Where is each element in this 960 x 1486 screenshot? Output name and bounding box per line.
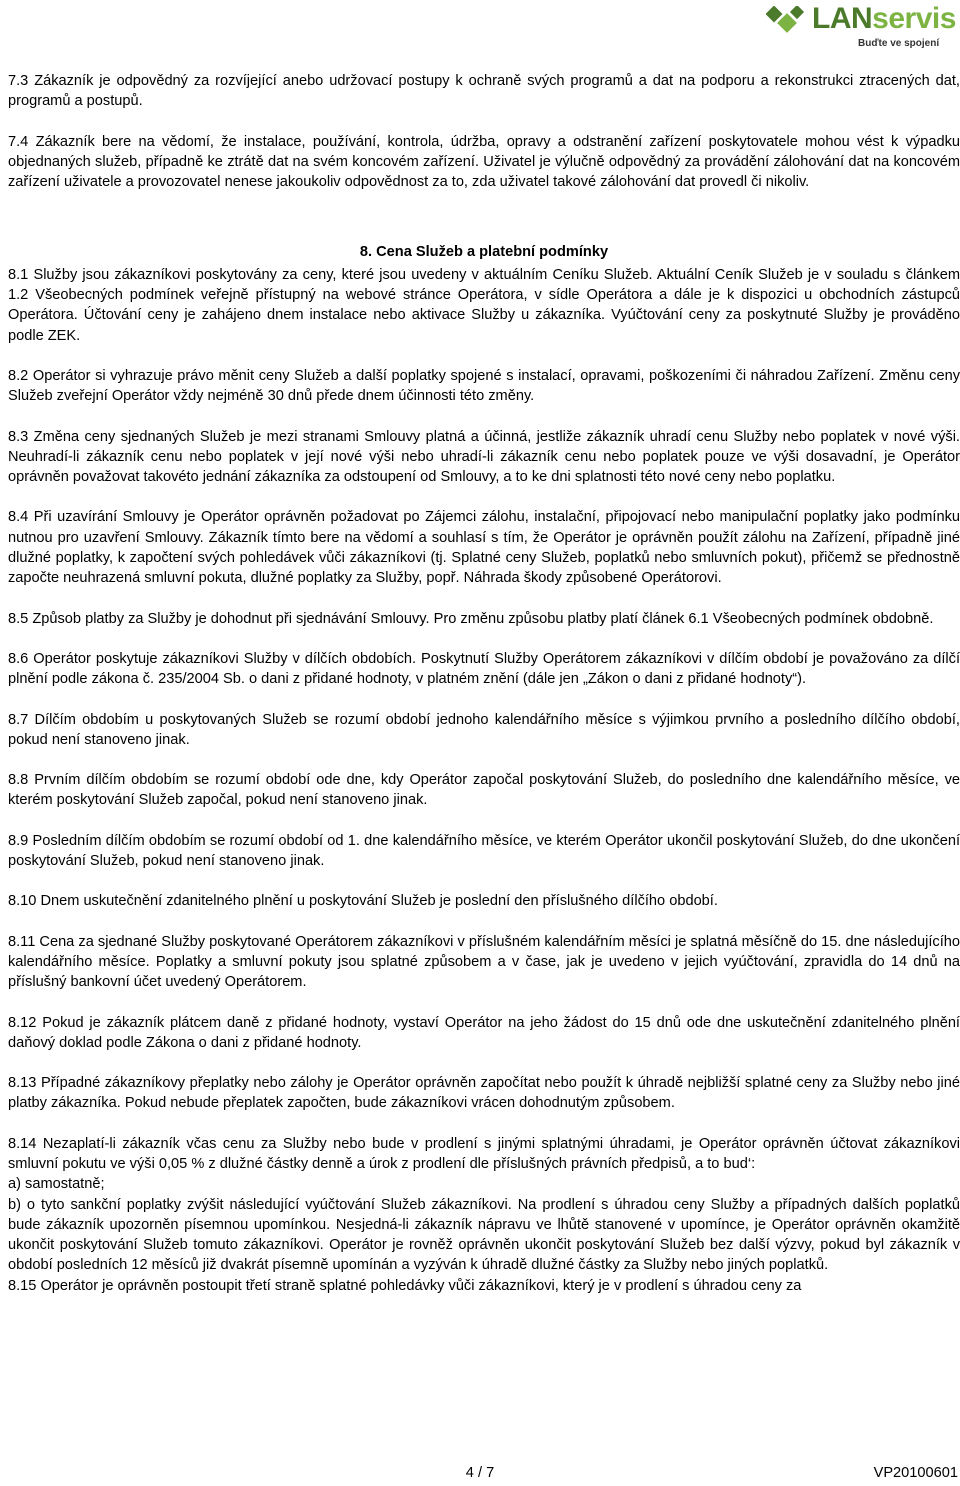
logo-slogan: Buďte ve spojení: [858, 38, 940, 49]
paragraph-7-3: 7.3 Zákazník je odpovědný za rozvíjející anebo udržovací postupy k ochraně svých programů a dat na podporu a rekonstrukci ztracených dat, programů a postupů.: [8, 73, 960, 110]
paragraph-8-2: 8.2 Operátor si vyhrazuje právo měnit ceny Služeb a další poplatky spojené s instalací, opravami, poškozeními či náhradou Zařízení. Změnu ceny Služeb zveřejní Operátor vždy nejméně 30 dnů přede dnem účinnosti této změny.: [8, 367, 960, 405]
paragraph-8-8: 8.8 Prvním dílčím obdobím se rozumí období ode dne, kdy Operátor započal poskytování Služeb, do posledního dne kalendářního měsíce, ve kterém poskytování Služeb započal, pokud není stanoveno jinak.: [8, 772, 960, 809]
logo-wordmark: [812, 2, 956, 36]
paragraph-8-1: 8.1 Služby jsou zákazníkovi poskytovány za ceny, které jsou uvedeny v aktuálním Ceníku Služeb. Aktuální Ceník Služeb je v souladu s článkem 1.2 Všeobecných podmínek veřejně přístupný na webové stránce Operátora, v sídle Operátora a dále je k dispozici u obchodních zástupců Operátora. Účtování ceny je zahájeno dnem instalace nebo aktivace Služby u zákazníka. Vyúčtování ceny za poskytnuté Služby je prováděno podle ZEK.: [8, 266, 960, 344]
paragraph-8-3: 8.3 Změna ceny sjednaných Služeb je mezi stranami Smlouvy platná a účinná, jestliže zákazník uhradí cenu Služby nebo poplatek v nové výši. Neuhradí-li zákazník cenu nebo poplatek v její nové výši nebo uhradí-li zákazník cenu nebo poplatek pouze ve výši dosavadní, je Operátor oprávněn považovat takovéto jednání zákazníka za odstoupení od Smlouvy, a to ke dni splatnosti této nové ceny nebo poplatku.: [8, 428, 960, 486]
document-body: [8, 71, 960, 1296]
paragraph-8-5: 8.5 Způsob platby za Služby je dohodnut při sjednávání Smlouvy. Pro změnu způsobu platby platí článek 6.1 Všeobecných podmínek obdobně.: [8, 610, 934, 627]
paragraph-8-13: 8.13 Případné zákazníkovy přeplatky nebo zálohy je Operátor oprávněn započítat nebo použít k úhradě nejbližší splatné ceny za Služby nebo jiné platby zákazníka. Pokud nebude přeplatek započten, bude zákazníkovi vrácen dohodnutým způsobem.: [8, 1075, 960, 1112]
lanservis-logo: [766, 2, 958, 54]
document-code: VP20100601: [873, 1465, 958, 1481]
paragraph-8-7: 8.7 Dílčím obdobím u poskytovaných Služeb se rozumí období jednoho kalendářního měsíce s výjimkou prvního a posledního dílčího období, pokud není stanoveno jinak.: [8, 711, 960, 748]
paragraph-8-9: 8.9 Posledním dílčím obdobím se rozumí období od 1. dne kalendářního měsíce, ve kterém Operátor ukončil poskytování Služeb, do dne ukončení poskytování Služeb, pokud není stanoveno jinak.: [8, 832, 960, 870]
paragraph-8-14-a: a) samostatně;: [8, 1176, 105, 1193]
paragraph-8-10: 8.10 Dnem uskutečnění zdanitelného plnění u poskytování Služeb je poslední den příslušného dílčího období.: [8, 893, 718, 910]
paragraph-7-4: 7.4 Zákazník bere na vědomí, že instalace, používání, kontrola, údržba, opravy a odstranění zařízení poskytovatele mohou vést k výpadku objednaných služeb, případně ke ztrátě dat na svém koncovém zařízení. Uživatel je výlučně odpovědný za provádění zálohování dat na koncovém zařízení uživatele a provozovatel nenese jakoukoliv odpovědnost za to, zda uživatel takové zálohování dat provedl či nikoliv.: [8, 133, 960, 191]
paragraph-8-4: 8.4 Při uzavírání Smlouvy je Operátor oprávněn požadovat po Zájemci zálohu, instalační, připojovací nebo manipulační poplatky jako podmínku nutnou pro uzavření Smlouvy. Zákazník tímto bere na vědomí a souhlasí s tím, že Operátor je oprávněn použít zálohu na Zařízení, případně jiné dlužné poplatky, k započtení svých pohledávek vůči zákazníkovi (tj. Splatné ceny Služeb, poplatků nebo smluvních pokut), přičemž se přednostně započte neuhrazená smluvní pokuta, dlužné poplatky za Služby, popř. Náhrada škody způsobené Operátorovi.: [8, 509, 960, 587]
logo-mark-icon: [766, 6, 810, 36]
logo-servis: servis: [872, 2, 956, 35]
paragraph-8-15: 8.15 Operátor je oprávněn postoupit třetí straně splatné pohledávky vůči zákazníkovi, který je v prodlení s úhradou ceny za: [8, 1277, 802, 1294]
paragraph-8-11: 8.11 Cena za sjednané Služby poskytované Operátorem zákazníkovi v příslušném kalendářním měsíci je splatná měsíčně do 15. dne následujícího kalendářního měsíce. Poplatky a smluvní pokuty jsou splatné způsobem a v čase, jak je uvedeno v jejich vyúčtování, zpravidla do 14 dnů na příslušný bankovní účet uvedený Operátorem.: [8, 933, 960, 991]
section-8-title: 8. Cena Služeb a platební podmínky: [359, 244, 609, 261]
logo-lan: LAN: [812, 2, 873, 35]
paragraph-8-6: 8.6 Operátor poskytuje zákazníkovi Služby v dílčích obdobích. Poskytnutí Služby Operátorem zákazníkovi v dílčím období je považováno za dílčí plnění podle zákona č. 235/2004 Sb. o dani z přidané hodnoty, v platném znění (dále jen „Zákon o dani z přidané hodnoty“).: [8, 650, 960, 688]
paragraph-8-14: 8.14 Nezaplatí-li zákazník včas cenu za Služby nebo bude v prodlení s jinými splatnými úhradami, je Operátor oprávněn účtovat zákazníkovi smluvní pokutu ve výši 0,05 % z dlužné částky denně a úrok z prodlení dle příslušných právních předpisů, a to bud‘:: [8, 1135, 960, 1172]
paragraph-8-12: 8.12 Pokud je zákazník plátcem daně z přidané hodnoty, vystaví Operátor na jeho žádost do 15 dnů ode dne uskutečnění zdanitelného plnění daňový doklad podle Zákona o dani z přidané hodnoty.: [8, 1014, 960, 1051]
paragraph-8-14-b: b) o tyto sankční poplatky zvýšit následující vyúčtování Služeb zákazníkovi. Na prodlení s úhradou ceny Služby a případných dalších poplatků bude zákazník upozorněn písemnou upomínkou. Nesjedná-li zákazník nápravu ve lhůtě stanovené v upomínce, je Operátor oprávněn okamžitě ukončit poskytování Služeb tomuto zákazníkovi. Operátor je rovněž oprávněn ukončit poskytování Služeb bez další výzvy, pokud byl zákazník v období posledních 12 měsíců již dvakrát písemně upomínán a vyzýván k úhradě dlužné částky za Služby nebo jiných poplatků.: [8, 1196, 960, 1274]
page-number: 4 / 7: [465, 1465, 495, 1481]
